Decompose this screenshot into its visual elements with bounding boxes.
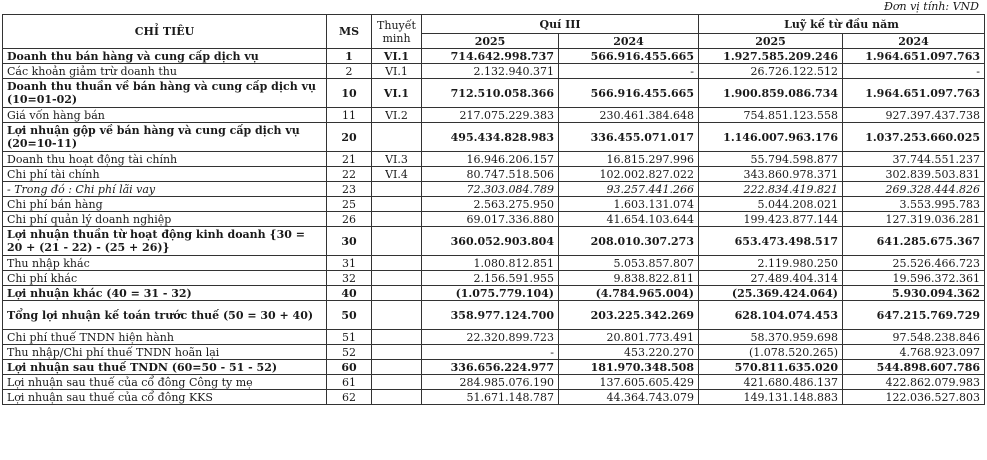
row-label: Doanh thu thuần về bán hàng và cung cấp dịch vụ (10=01-02) xyxy=(3,79,327,108)
row-ms: 62 xyxy=(327,390,372,405)
row-quy3-2024: 203.225.342.269 xyxy=(559,301,699,330)
table-row xyxy=(3,152,985,167)
row-thuyet-minh xyxy=(372,212,422,227)
row-luyke-2024: 122.036.527.803 xyxy=(843,390,985,405)
row-quy3-2024: 181.970.348.508 xyxy=(559,360,699,375)
row-label: Lợi nhuận sau thuế của cổ đông Công ty mẹ xyxy=(3,375,327,390)
row-label: Chi phí thuế TNDN hiện hành xyxy=(3,330,327,345)
row-thuyet-minh: VI.1 xyxy=(372,64,422,79)
table-row xyxy=(3,375,985,390)
row-luyke-2024: 1.964.651.097.763 xyxy=(843,49,985,64)
row-luyke-2024: 97.548.238.846 xyxy=(843,330,985,345)
row-thuyet-minh xyxy=(372,390,422,405)
table-row xyxy=(3,212,985,227)
row-quy3-2024: 453.220.270 xyxy=(559,345,699,360)
row-ms: 1 xyxy=(327,49,372,64)
row-luyke-2025: 27.489.404.314 xyxy=(699,271,843,286)
row-luyke-2025: 570.811.635.020 xyxy=(699,360,843,375)
row-quy3-2025: 51.671.148.787 xyxy=(422,390,559,405)
header-luyke-2024: 2024 xyxy=(843,34,985,49)
row-ms: 2 xyxy=(327,64,372,79)
row-luyke-2025: 149.131.148.883 xyxy=(699,390,843,405)
row-label: - Trong đó : Chi phí lãi vay xyxy=(3,182,327,197)
row-quy3-2024: 5.053.857.807 xyxy=(559,256,699,271)
row-label: Chi phí khác xyxy=(3,271,327,286)
unit-note: Đơn vị tính: VND xyxy=(883,0,979,13)
row-thuyet-minh xyxy=(372,301,422,330)
row-quy3-2024: 20.801.773.491 xyxy=(559,330,699,345)
row-quy3-2025: 714.642.998.737 xyxy=(422,49,559,64)
row-quy3-2025: 69.017.336.880 xyxy=(422,212,559,227)
header-quy3-2024: 2024 xyxy=(559,34,699,49)
table-row xyxy=(3,79,985,108)
row-quy3-2024: 93.257.441.266 xyxy=(559,182,699,197)
row-luyke-2024: 37.744.551.237 xyxy=(843,152,985,167)
row-luyke-2025: 754.851.123.558 xyxy=(699,108,843,123)
row-quy3-2025: 2.563.275.950 xyxy=(422,197,559,212)
row-label: Lợi nhuận sau thuế TNDN (60=50 - 51 - 52) xyxy=(3,360,327,375)
row-quy3-2025: (1.075.779.104) xyxy=(422,286,559,301)
row-luyke-2024: 127.319.036.281 xyxy=(843,212,985,227)
row-luyke-2025: 343.860.978.371 xyxy=(699,167,843,182)
row-quy3-2025: 1.080.812.851 xyxy=(422,256,559,271)
row-label: Lợi nhuận gộp về bán hàng và cung cấp dịch vụ (20=10-11) xyxy=(3,123,327,152)
row-luyke-2024: 422.862.079.983 xyxy=(843,375,985,390)
row-thuyet-minh xyxy=(372,286,422,301)
row-luyke-2025: 1.900.859.086.734 xyxy=(699,79,843,108)
table-row xyxy=(3,123,985,152)
row-thuyet-minh xyxy=(372,182,422,197)
row-quy3-2024: 208.010.307.273 xyxy=(559,227,699,256)
row-luyke-2025: 2.119.980.250 xyxy=(699,256,843,271)
row-quy3-2025: - xyxy=(422,345,559,360)
row-luyke-2025: 55.794.598.877 xyxy=(699,152,843,167)
row-quy3-2025: 495.434.828.983 xyxy=(422,123,559,152)
row-label: Các khoản giảm trừ doanh thu xyxy=(3,64,327,79)
row-label: Doanh thu hoạt động tài chính xyxy=(3,152,327,167)
row-label: Lợi nhuận sau thuế của cổ đông KKS xyxy=(3,390,327,405)
row-luyke-2024: - xyxy=(843,64,985,79)
row-quy3-2024: 16.815.297.996 xyxy=(559,152,699,167)
row-label: Thu nhập/Chi phí thuế TNDN hoãn lại xyxy=(3,345,327,360)
row-luyke-2024: 25.526.466.723 xyxy=(843,256,985,271)
row-luyke-2024: 19.596.372.361 xyxy=(843,271,985,286)
row-quy3-2025: 22.320.899.723 xyxy=(422,330,559,345)
row-ms: 21 xyxy=(327,152,372,167)
table-row xyxy=(3,49,985,64)
header-thuyet-minh: Thuyết minh xyxy=(372,15,422,49)
row-quy3-2025: 360.052.903.804 xyxy=(422,227,559,256)
row-luyke-2024: 302.839.503.831 xyxy=(843,167,985,182)
row-luyke-2025: 26.726.122.512 xyxy=(699,64,843,79)
table-row xyxy=(3,360,985,375)
row-quy3-2024: - xyxy=(559,64,699,79)
row-luyke-2025: 199.423.877.144 xyxy=(699,212,843,227)
row-label: Chi phí quản lý doanh nghiệp xyxy=(3,212,327,227)
row-ms: 26 xyxy=(327,212,372,227)
row-ms: 60 xyxy=(327,360,372,375)
row-thuyet-minh xyxy=(372,360,422,375)
row-quy3-2024: 1.603.131.074 xyxy=(559,197,699,212)
row-thuyet-minh: VI.2 xyxy=(372,108,422,123)
row-ms: 10 xyxy=(327,79,372,108)
row-label: Lợi nhuận thuần từ hoạt động kinh doanh {30 = 20 + (21 - 22) - (25 + 26)} xyxy=(3,227,327,256)
row-quy3-2024: 41.654.103.644 xyxy=(559,212,699,227)
row-label: Lợi nhuận khác (40 = 31 - 32) xyxy=(3,286,327,301)
header-luyke: Luỹ kế từ đầu năm xyxy=(699,15,985,34)
table-row xyxy=(3,301,985,330)
row-thuyet-minh xyxy=(372,256,422,271)
table-row xyxy=(3,108,985,123)
table-row xyxy=(3,167,985,182)
row-quy3-2025: 217.075.229.383 xyxy=(422,108,559,123)
row-luyke-2024: 1.037.253.660.025 xyxy=(843,123,985,152)
row-luyke-2025: 421.680.486.137 xyxy=(699,375,843,390)
row-luyke-2025: (1.078.520.265) xyxy=(699,345,843,360)
row-ms: 22 xyxy=(327,167,372,182)
row-luyke-2025: 5.044.208.021 xyxy=(699,197,843,212)
row-label: Chi phí bán hàng xyxy=(3,197,327,212)
row-label: Giá vốn hàng bán xyxy=(3,108,327,123)
row-ms: 61 xyxy=(327,375,372,390)
table-row xyxy=(3,286,985,301)
income-statement-table xyxy=(2,14,985,405)
row-luyke-2024: 5.930.094.362 xyxy=(843,286,985,301)
row-luyke-2025: 653.473.498.517 xyxy=(699,227,843,256)
row-ms: 30 xyxy=(327,227,372,256)
table-row xyxy=(3,227,985,256)
header-luyke-2025: 2025 xyxy=(699,34,843,49)
table-row xyxy=(3,271,985,286)
header-chi-tieu: CHỈ TIÊU xyxy=(3,15,327,49)
row-quy3-2025: 358.977.124.700 xyxy=(422,301,559,330)
row-quy3-2025: 336.656.224.977 xyxy=(422,360,559,375)
row-quy3-2024: 566.916.455.665 xyxy=(559,49,699,64)
row-quy3-2024: 230.461.384.648 xyxy=(559,108,699,123)
row-quy3-2025: 16.946.206.157 xyxy=(422,152,559,167)
row-ms: 11 xyxy=(327,108,372,123)
row-luyke-2024: 927.397.437.738 xyxy=(843,108,985,123)
row-thuyet-minh xyxy=(372,330,422,345)
row-luyke-2024: 544.898.607.786 xyxy=(843,360,985,375)
row-thuyet-minh xyxy=(372,197,422,212)
row-ms: 50 xyxy=(327,301,372,330)
header-ms: MS xyxy=(327,15,372,49)
row-luyke-2025: (25.369.424.064) xyxy=(699,286,843,301)
row-thuyet-minh xyxy=(372,375,422,390)
row-quy3-2024: 566.916.455.665 xyxy=(559,79,699,108)
row-luyke-2025: 1.927.585.209.246 xyxy=(699,49,843,64)
table-row xyxy=(3,197,985,212)
row-thuyet-minh xyxy=(372,345,422,360)
row-label: Tổng lợi nhuận kế toán trước thuế (50 = 30 + 40) xyxy=(3,301,327,330)
row-luyke-2025: 222.834.419.821 xyxy=(699,182,843,197)
row-luyke-2024: 641.285.675.367 xyxy=(843,227,985,256)
row-ms: 51 xyxy=(327,330,372,345)
row-quy3-2024: 336.455.071.017 xyxy=(559,123,699,152)
row-thuyet-minh xyxy=(372,271,422,286)
row-ms: 40 xyxy=(327,286,372,301)
row-thuyet-minh: VI.3 xyxy=(372,152,422,167)
row-luyke-2024: 1.964.651.097.763 xyxy=(843,79,985,108)
table-row xyxy=(3,345,985,360)
row-quy3-2024: 44.364.743.079 xyxy=(559,390,699,405)
row-quy3-2025: 2.156.591.955 xyxy=(422,271,559,286)
row-ms: 20 xyxy=(327,123,372,152)
row-thuyet-minh: VI.1 xyxy=(372,49,422,64)
row-luyke-2024: 269.328.444.826 xyxy=(843,182,985,197)
row-quy3-2024: 9.838.822.811 xyxy=(559,271,699,286)
row-quy3-2025: 72.303.084.789 xyxy=(422,182,559,197)
row-thuyet-minh xyxy=(372,123,422,152)
row-quy3-2024: (4.784.965.004) xyxy=(559,286,699,301)
row-thuyet-minh: VI.4 xyxy=(372,167,422,182)
row-ms: 25 xyxy=(327,197,372,212)
row-luyke-2024: 647.215.769.729 xyxy=(843,301,985,330)
row-thuyet-minh: VI.1 xyxy=(372,79,422,108)
row-label: Doanh thu bán hàng và cung cấp dịch vụ xyxy=(3,49,327,64)
row-luyke-2025: 58.370.959.698 xyxy=(699,330,843,345)
row-ms: 32 xyxy=(327,271,372,286)
row-ms: 52 xyxy=(327,345,372,360)
row-label: Thu nhập khác xyxy=(3,256,327,271)
table-row xyxy=(3,64,985,79)
row-quy3-2025: 2.132.940.371 xyxy=(422,64,559,79)
row-label: Chi phí tài chính xyxy=(3,167,327,182)
table-row xyxy=(3,390,985,405)
table-row xyxy=(3,182,985,197)
row-thuyet-minh xyxy=(372,227,422,256)
row-ms: 31 xyxy=(327,256,372,271)
row-luyke-2025: 1.146.007.963.176 xyxy=(699,123,843,152)
row-luyke-2025: 628.104.074.453 xyxy=(699,301,843,330)
header-quy3-2025: 2025 xyxy=(422,34,559,49)
header-quy3: Quí III xyxy=(422,15,699,34)
row-quy3-2025: 284.985.076.190 xyxy=(422,375,559,390)
row-quy3-2024: 137.605.605.429 xyxy=(559,375,699,390)
table-body xyxy=(3,49,985,405)
row-ms: 23 xyxy=(327,182,372,197)
row-quy3-2025: 712.510.058.366 xyxy=(422,79,559,108)
row-quy3-2025: 80.747.518.506 xyxy=(422,167,559,182)
row-luyke-2024: 4.768.923.097 xyxy=(843,345,985,360)
row-luyke-2024: 3.553.995.783 xyxy=(843,197,985,212)
table-row xyxy=(3,256,985,271)
table-row xyxy=(3,330,985,345)
row-quy3-2024: 102.002.827.022 xyxy=(559,167,699,182)
